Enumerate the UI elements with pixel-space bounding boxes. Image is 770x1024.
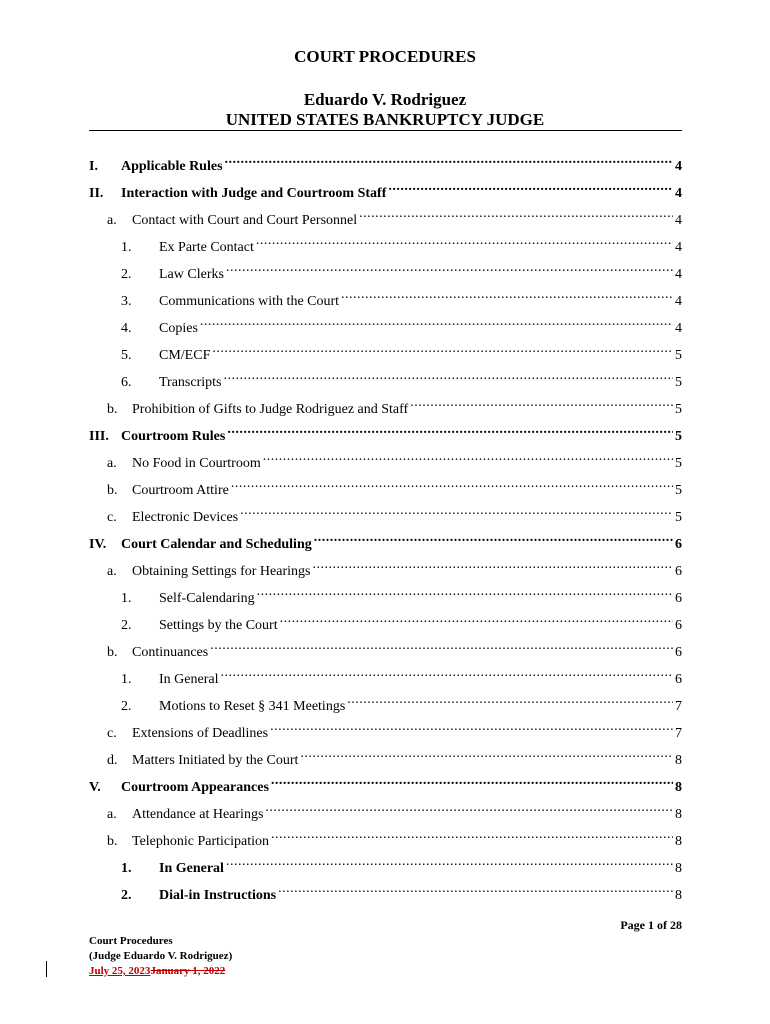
toc-entry-label: CM/ECF (159, 348, 211, 363)
toc-entry-page: 4 (675, 159, 682, 174)
toc-entry[interactable] (107, 204, 682, 228)
toc-entry-page: 5 (675, 510, 682, 525)
toc-dot-leader (314, 528, 673, 548)
toc-entry-number: 2. (121, 267, 132, 282)
toc-entry[interactable] (107, 798, 682, 822)
toc-entry[interactable] (107, 447, 682, 471)
toc-dot-leader (388, 177, 673, 197)
toc-entry[interactable] (121, 879, 682, 903)
toc-entry[interactable] (121, 690, 682, 714)
toc-entry-number: 4. (121, 321, 132, 336)
toc-entry-label: Matters Initiated by the Court (132, 753, 299, 768)
footer-judge-name: (Judge Eduardo V. Rodriguez) (89, 950, 233, 962)
toc-entry-number: 6. (121, 375, 132, 390)
toc-entry[interactable] (107, 636, 682, 660)
toc-entry-number: a. (107, 807, 117, 822)
toc-dot-leader (200, 312, 673, 332)
toc-entry-number: V. (89, 780, 101, 795)
toc-entry-number: 2. (121, 888, 132, 903)
toc-entry-label: Obtaining Settings for Hearings (132, 564, 311, 579)
toc-entry[interactable] (107, 555, 682, 579)
toc-entry-page: 6 (675, 537, 682, 552)
toc-entry-label: Telephonic Participation (132, 834, 270, 849)
toc-entry-label: Prohibition of Gifts to Judge Rodriguez and Staff (132, 402, 409, 417)
toc-dot-leader (263, 447, 673, 467)
toc-entry-label: Self-Calendaring (159, 591, 255, 606)
toc-entry-label: Courtroom Attire (132, 483, 229, 498)
toc-dot-leader (240, 501, 673, 521)
toc-entry-page: 4 (675, 321, 682, 336)
toc-entry-label: Interaction with Judge and Courtroom Staff (121, 186, 387, 201)
toc-entry-number: b. (107, 402, 118, 417)
toc-entry-number: III. (89, 429, 109, 444)
deleted-date: January 1, 2022 (150, 965, 226, 977)
toc-dot-leader (257, 582, 673, 602)
toc-entry-page: 5 (675, 348, 682, 363)
toc-entry-page: 6 (675, 591, 682, 606)
toc-entry-label: Courtroom Rules (121, 429, 226, 444)
toc-entry-label: Court Calendar and Scheduling (121, 537, 312, 552)
toc-entry-page: 4 (675, 240, 682, 255)
toc-entry-number: I. (89, 159, 98, 174)
toc-entry-page: 7 (675, 726, 682, 741)
toc-entry[interactable] (121, 366, 682, 390)
toc-entry[interactable] (89, 771, 682, 795)
toc-dot-leader (341, 285, 673, 305)
toc-entry-number: 1. (121, 240, 132, 255)
toc-dot-leader (224, 366, 674, 386)
toc-entry-number: a. (107, 564, 117, 579)
toc-entry[interactable] (121, 231, 682, 255)
toc-entry-page: 4 (675, 186, 682, 201)
revision-change-bar (46, 961, 47, 977)
toc-entry[interactable] (89, 420, 682, 444)
toc-entry-label: Law Clerks (159, 267, 224, 282)
toc-entry-label: Ex Parte Contact (159, 240, 254, 255)
toc-entry-number: 5. (121, 348, 132, 363)
toc-entry-number: b. (107, 645, 118, 660)
toc-entry-number: IV. (89, 537, 107, 552)
toc-entry[interactable] (121, 312, 682, 336)
toc-dot-leader (410, 393, 673, 413)
toc-entry[interactable] (121, 852, 682, 876)
toc-entry[interactable] (121, 582, 682, 606)
toc-entry-page: 6 (675, 564, 682, 579)
toc-entry[interactable] (121, 663, 682, 687)
toc-dot-leader (300, 744, 673, 764)
toc-entry-page: 5 (675, 456, 682, 471)
toc-entry-label: In General (159, 861, 224, 876)
toc-entry-number: b. (107, 834, 118, 849)
toc-dot-leader (226, 258, 673, 278)
toc-entry-number: c. (107, 726, 117, 741)
toc-entry-number: 1. (121, 672, 132, 687)
toc-entry-label: Motions to Reset § 341 Meetings (159, 699, 346, 714)
toc-dot-leader (256, 231, 673, 251)
toc-entry-page: 4 (675, 213, 682, 228)
toc-entry-label: No Food in Courtroom (132, 456, 261, 471)
toc-entry-page: 6 (675, 645, 682, 660)
document-title: COURT PROCEDURES (294, 47, 476, 66)
toc-entry-label: Extensions of Deadlines (132, 726, 269, 741)
toc-entry-number: c. (107, 510, 117, 525)
toc-entry-label: Settings by the Court (159, 618, 278, 633)
toc-entry-page: 8 (675, 780, 682, 795)
toc-entry[interactable] (89, 150, 682, 174)
toc-entry-page: 8 (675, 807, 682, 822)
toc-dot-leader (359, 204, 673, 224)
toc-entry-page: 5 (675, 375, 682, 390)
toc-entry[interactable] (107, 825, 682, 849)
toc-dot-leader (231, 474, 673, 494)
toc-entry-page: 5 (675, 429, 682, 444)
toc-entry[interactable] (121, 258, 682, 282)
toc-dot-leader (271, 771, 673, 791)
toc-dot-leader (220, 663, 673, 683)
toc-entry-page: 8 (675, 834, 682, 849)
toc-dot-leader (280, 609, 673, 629)
page-indicator: Page 1 of 28 (620, 918, 682, 932)
toc-dot-leader (227, 420, 673, 440)
header-divider (89, 130, 682, 131)
toc-entry-page: 7 (675, 699, 682, 714)
toc-entry-number: 3. (121, 294, 132, 309)
toc-entry[interactable] (107, 393, 682, 417)
toc-entry[interactable] (89, 177, 682, 201)
toc-entry-page: 8 (675, 888, 682, 903)
page-footer (89, 934, 232, 979)
toc-dot-leader (312, 555, 673, 575)
footer-revision-date (89, 964, 232, 979)
toc-entry-label: Contact with Court and Court Personnel (132, 213, 358, 228)
toc-entry-number: a. (107, 213, 117, 228)
toc-dot-leader (347, 690, 673, 710)
toc-entry[interactable] (89, 528, 682, 552)
toc-entry-label: Electronic Devices (132, 510, 239, 525)
toc-dot-leader (271, 825, 673, 845)
toc-entry[interactable] (107, 501, 682, 525)
toc-entry[interactable] (107, 474, 682, 498)
toc-entry-page: 8 (675, 861, 682, 876)
toc-entry-page: 6 (675, 672, 682, 687)
toc-entry[interactable] (107, 744, 682, 768)
toc-entry-label: Applicable Rules (121, 159, 223, 174)
toc-entry-label: Courtroom Appearances (121, 780, 269, 795)
judge-name: Eduardo V. Rodriguez (303, 90, 467, 109)
toc-entry-page: 4 (675, 294, 682, 309)
toc-entry[interactable] (121, 609, 682, 633)
toc-entry[interactable] (121, 339, 682, 363)
toc-entry-page: 8 (675, 753, 682, 768)
toc-entry-label: Dial-in Instructions (159, 888, 277, 903)
toc-entry-label: Communications with the Court (159, 294, 340, 309)
toc-entry-page: 5 (675, 483, 682, 498)
toc-dot-leader (270, 717, 673, 737)
toc-entry-label: Transcripts (159, 375, 222, 390)
toc-entry-label: In General (159, 672, 219, 687)
toc-entry-page: 5 (675, 402, 682, 417)
toc-entry-number: 2. (121, 618, 132, 633)
toc-dot-leader (265, 798, 673, 818)
toc-dot-leader (226, 852, 673, 872)
toc-entry-number: 2. (121, 699, 132, 714)
toc-entry-label: Copies (159, 321, 198, 336)
judge-title: UNITED STATES BANKRUPTCY JUDGE (225, 110, 545, 129)
toc-entry[interactable] (121, 285, 682, 309)
toc-entry-label: Continuances (132, 645, 209, 660)
toc-entry-number: II. (89, 186, 104, 201)
toc-dot-leader (210, 636, 673, 656)
toc-entry-label: Attendance at Hearings (132, 807, 264, 822)
toc-entry-number: b. (107, 483, 118, 498)
toc-dot-leader (225, 150, 673, 170)
toc-entry[interactable] (107, 717, 682, 741)
toc-entry-number: d. (107, 753, 118, 768)
toc-entry-number: 1. (121, 591, 132, 606)
toc-entry-number: 1. (121, 861, 132, 876)
toc-dot-leader (212, 339, 673, 359)
toc-entry-page: 6 (675, 618, 682, 633)
toc-entry-page: 4 (675, 267, 682, 282)
inserted-date: July 25, 2023 (89, 965, 151, 977)
footer-doc-name: Court Procedures (89, 935, 173, 947)
toc-dot-leader (278, 879, 673, 899)
toc-entry-number: a. (107, 456, 117, 471)
